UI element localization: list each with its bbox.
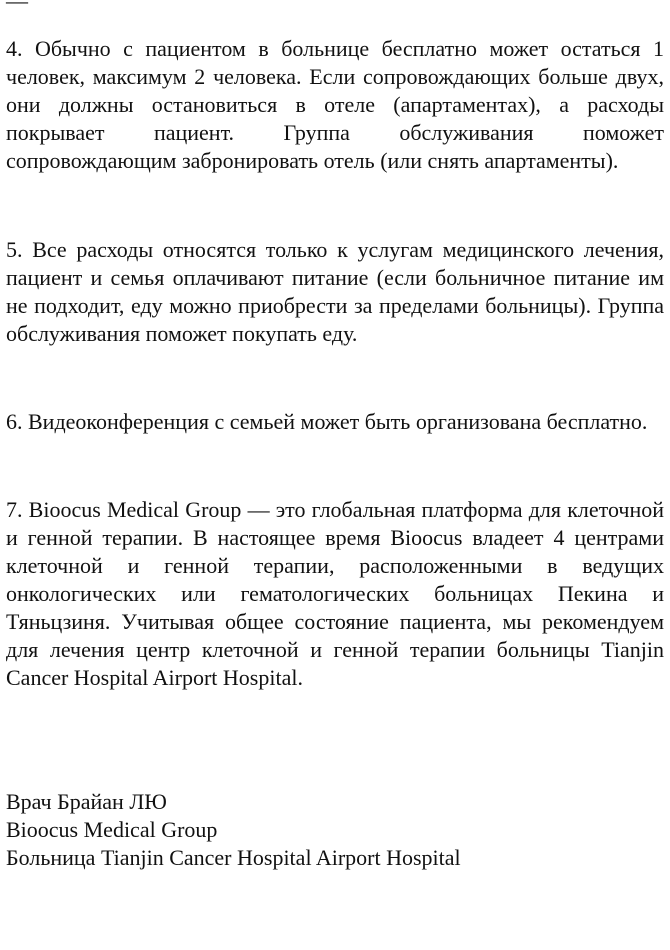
signature-organization: Bioocus Medical Group [6,817,218,842]
paragraph-7: 7. Bioocus Medical Group — это глобальная платформа для клеточной и генной терапии. В настоящее время Bioocus владеет 4 центрами клеточной и генной терапии, расположенными в ведущих онкологических или гематологических больницах Пекина и Тяньцзиня. Учитывая общее состояние пациента, мы рекомендуем для лечения центр клеточной и генной терапии больницы Tianjin Cancer Hospital Airport Hospital. [6,497,664,690]
signature-doctor: Врач Брайан ЛЮ [6,789,167,814]
signature-hospital: Больница Tianjin Cancer Hospital Airport Hospital [6,845,461,870]
paragraph-5: 5. Все расходы относятся только к услугам медицинского лечения, пациент и семья оплачивают питание (если больничное питание им не подходит, еду можно приобрести за пределами больницы). Группа обслуживания поможет покупать еду. [6,237,664,346]
paragraph-4: 4. Обычно с пациентом в больнице бесплатно может остаться 1 человек, максимум 2 человека. Если сопровождающих больше двух, они должны остановиться в отеле (апартаментах), а расходы покрывает пациент. Группа обслуживания поможет сопровождающим забронировать отель (или снять апартаменты). [6,36,664,173]
cut-off-text-line: — [6,0,28,13]
signature-block [6,788,461,872]
paragraph-6: 6. Видеоконференция с семьей может быть организована бесплатно. [6,409,648,434]
